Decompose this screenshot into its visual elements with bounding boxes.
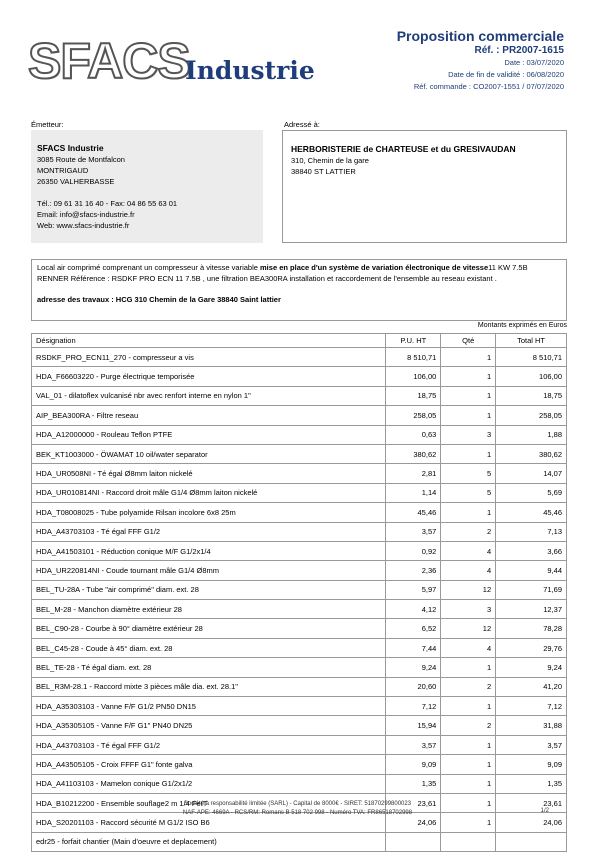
cell-designation: BEL_TE-28 - Té égal diam. ext. 28 — [32, 658, 386, 677]
cell-total: 24,06 — [496, 813, 567, 832]
table-row — [32, 483, 567, 502]
table-row — [32, 658, 567, 677]
cell-unit-price: 258,05 — [386, 406, 441, 425]
emitter-address-2: MONTRIGAUD — [37, 166, 89, 175]
cell-qty: 3 — [441, 425, 496, 444]
cell-unit-price: 2,36 — [386, 561, 441, 580]
cell-designation: BEL_M-28 - Manchon diamètre extérieur 28 — [32, 600, 386, 619]
cell-total: 41,20 — [496, 677, 567, 696]
cell-qty: 2 — [441, 677, 496, 696]
cell-designation: HDA_F66603220 - Purge électrique temporisée — [32, 367, 386, 386]
table-row — [32, 580, 567, 599]
footer-line-2: NAF-APE: 4669A - RCS/RM: Romans B 518 702 998 - Numéro TVA: FR86518702998 — [182, 809, 413, 816]
cell-unit-price: 3,57 — [386, 522, 441, 541]
cell-total: 14,07 — [496, 464, 567, 483]
cell-designation: HDA_A41103103 - Mamelon conique G1/2x1/2 — [32, 774, 386, 793]
col-designation: Désignation — [32, 334, 386, 348]
emitter-web: Web: www.sfacs-industrie.fr — [37, 221, 130, 230]
cell-designation: BEL_R3M-28.1 - Raccord mixte 3 pièces mâle dia. ext. 28.1" — [32, 677, 386, 696]
logo-suffix: Industrie — [185, 56, 315, 85]
proposal-description — [31, 259, 567, 321]
cell-designation: HDA_A41503101 - Réduction conique M/F G1/2x1/4 — [32, 541, 386, 560]
cell-unit-price: 20,60 — [386, 677, 441, 696]
cell-designation: BEL_TU-28A - Tube "air comprimé" diam. ext. 28 — [32, 580, 386, 599]
cell-qty: 4 — [441, 541, 496, 560]
cell-designation: HDA_T08008025 - Tube polyamide Rilsan incolore 6x8 25m — [32, 503, 386, 522]
cell-unit-price: 15,94 — [386, 716, 441, 735]
cell-unit-price: 106,00 — [386, 367, 441, 386]
cell-qty: 1 — [441, 735, 496, 754]
table-row — [32, 774, 567, 793]
cell-designation: HDA_A43505105 - Croix FFFF G1" fonte galva — [32, 755, 386, 774]
cell-unit-price: 23,61 — [386, 793, 441, 812]
document-header — [397, 28, 564, 93]
cell-total: 78,28 — [496, 619, 567, 638]
cell-total: 71,69 — [496, 580, 567, 599]
cell-total: 3,66 — [496, 541, 567, 560]
items-table — [31, 333, 567, 852]
document-ref: Réf. : PR2007-1615 — [474, 45, 564, 56]
cell-unit-price: 1,35 — [386, 774, 441, 793]
table-row — [32, 755, 567, 774]
cell-total: 45,46 — [496, 503, 567, 522]
emitter-address-1: 3085 Route de Montfalcon — [37, 155, 125, 164]
cell-designation: HDA_UR010814NI - Raccord droit mâle G1/4 Ø8mm laiton nickelé — [32, 483, 386, 502]
cell-designation: HDA_UR220814NI - Coude tournant mâle G1/4 Ø8mm — [32, 561, 386, 580]
emitter-name: SFACS Industrie — [37, 143, 104, 153]
cell-designation: HDA_A35303103 - Vanne F/F G1/2 PN50 DN15 — [32, 697, 386, 716]
cell-designation: edr25 - forfait chantier (Main d'oeuvre et deplacement) — [32, 832, 386, 851]
logo-brand: SFACS — [28, 33, 190, 89]
table-row — [32, 697, 567, 716]
cell-total: 1,88 — [496, 425, 567, 444]
cell-unit-price: 380,62 — [386, 444, 441, 463]
cell-total: 18,75 — [496, 386, 567, 405]
table-row — [32, 600, 567, 619]
site-address: adresse des travaux : HCG 310 Chemin de la Gare 38840 Saint lattier — [37, 295, 281, 304]
table-row — [32, 638, 567, 657]
cell-total: 7,13 — [496, 522, 567, 541]
table-header-row — [32, 334, 567, 348]
table-row — [32, 406, 567, 425]
currency-note: Montants exprimés en Euros — [477, 322, 567, 329]
table-row — [32, 619, 567, 638]
cell-designation: RSDKF_PRO_ECN11_270 - compresseur a vis — [32, 348, 386, 367]
table-row — [32, 425, 567, 444]
cell-unit-price: 7,44 — [386, 638, 441, 657]
cell-unit-price: 4,12 — [386, 600, 441, 619]
recipient-label: Adressé à: — [284, 120, 320, 129]
col-qty: Qté — [441, 334, 496, 348]
cell-total: 9,24 — [496, 658, 567, 677]
company-logo — [28, 35, 318, 87]
cell-designation: HDA_S20201103 - Raccord sécurité M G1/2 ISO B6 — [32, 813, 386, 832]
cell-qty: 12 — [441, 619, 496, 638]
cell-unit-price: 1,14 — [386, 483, 441, 502]
cell-qty: 1 — [441, 793, 496, 812]
cell-qty: 1 — [441, 658, 496, 677]
cell-qty: 5 — [441, 464, 496, 483]
emitter-phone: Tél.: 09 61 31 16 40 - Fax: 04 86 55 63 01 — [37, 199, 178, 208]
cell-total: 380,62 — [496, 444, 567, 463]
footer-line-1: Société à responsabilité limitée (SARL) - Capital de 8000€ - SIRET: 51870299800023 — [183, 801, 412, 807]
legal-footer — [0, 800, 595, 817]
recipient-name: HERBORISTERIE de CHARTEUSE et du GRESIVAUDAN — [291, 144, 516, 154]
cell-qty: 1 — [441, 386, 496, 405]
recipient-box — [282, 130, 567, 243]
cell-qty: 1 — [441, 348, 496, 367]
cell-designation: BEL_C90-28 - Courbe à 90° diamètre extérieur 28 — [32, 619, 386, 638]
cell-unit-price: 45,46 — [386, 503, 441, 522]
cell-unit-price: 3,57 — [386, 735, 441, 754]
table-row — [32, 677, 567, 696]
cell-designation: HDA_A43703103 - Té égal FFF G1/2 — [32, 522, 386, 541]
recipient-address-1: 310, Chemin de la gare — [291, 156, 369, 165]
col-total: Total HT — [496, 334, 567, 348]
cell-total: 7,12 — [496, 697, 567, 716]
cell-unit-price: 8 510,71 — [386, 348, 441, 367]
cell-unit-price: 5,97 — [386, 580, 441, 599]
emitter-email: Email: info@sfacs-industrie.fr — [37, 210, 135, 219]
cell-total: 9,44 — [496, 561, 567, 580]
table-row — [32, 386, 567, 405]
validity-date: Date de fin de validité : 06/08/2020 — [448, 70, 564, 79]
cell-qty: 1 — [441, 444, 496, 463]
cell-qty: 1 — [441, 813, 496, 832]
cell-qty: 5 — [441, 483, 496, 502]
cell-qty: 1 — [441, 697, 496, 716]
table-row — [32, 561, 567, 580]
document-date: Date : 03/07/2020 — [504, 58, 564, 67]
cell-total: 23,61 — [496, 793, 567, 812]
cell-unit-price: 9,09 — [386, 755, 441, 774]
emitter-label: Émetteur: — [31, 120, 64, 129]
table-row — [32, 735, 567, 754]
order-ref: Réf. commande : CO2007-1551 / 07/07/2020 — [413, 82, 564, 91]
cell-qty: 1 — [441, 406, 496, 425]
cell-qty: 1 — [441, 367, 496, 386]
cell-unit-price: 9,24 — [386, 658, 441, 677]
table-row — [32, 348, 567, 367]
cell-designation: HDA_UR0508NI - Té égal Ø8mm laiton nickelé — [32, 464, 386, 483]
cell-designation: HDA_A12000000 - Rouleau Teflon PTFE — [32, 425, 386, 444]
cell-qty: 2 — [441, 716, 496, 735]
description-text: Local air comprimé comprenant un compresseur à vitesse variable mise en place d'un système de variation électronique de vitesse11 KW 7.5B RENNER Référence : RSDKF PRO ECN 11 7.5B , une filtration BEA300RA installation et raccordement de l'ensemble au reseau existant . — [37, 263, 528, 283]
cell-qty: 4 — [441, 561, 496, 580]
cell-designation: AIP_BEA300RA - Filtre reseau — [32, 406, 386, 425]
cell-designation: HDA_A43703103 - Té égal FFF G1/2 — [32, 735, 386, 754]
table-row — [32, 367, 567, 386]
emitter-box — [31, 130, 263, 243]
cell-unit-price: 0,63 — [386, 425, 441, 444]
cell-qty: 12 — [441, 580, 496, 599]
recipient-address-2: 38840 ST LATTIER — [291, 167, 356, 176]
cell-qty: 2 — [441, 522, 496, 541]
cell-unit-price: 24,06 — [386, 813, 441, 832]
cell-designation: HDA_B10212200 - Ensemble souflage2 m 1/4 FetT — [32, 793, 386, 812]
cell-total: 5,69 — [496, 483, 567, 502]
cell-total: 12,37 — [496, 600, 567, 619]
cell-total: 106,00 — [496, 367, 567, 386]
document-title: Proposition commerciale — [396, 28, 564, 44]
cell-qty: 1 — [441, 503, 496, 522]
cell-qty: 3 — [441, 600, 496, 619]
col-unit-price: P.U. HT — [386, 334, 441, 348]
emitter-address-3: 26350 VALHERBASSE — [37, 177, 115, 186]
cell-designation: BEK_KT1003000 - ÖWAMAT 10 oil/water separator — [32, 444, 386, 463]
table-row — [32, 541, 567, 560]
cell-designation: VAL_01 - dilatoflex vulcanisé nbr avec renfort interne en nylon 1" — [32, 386, 386, 405]
cell-unit-price: 7,12 — [386, 697, 441, 716]
cell-total: 1,35 — [496, 774, 567, 793]
cell-total: 9,09 — [496, 755, 567, 774]
cell-total: 8 510,71 — [496, 348, 567, 367]
cell-designation: BEL_C45-28 - Coude à 45° diam. ext. 28 — [32, 638, 386, 657]
cell-total: 31,88 — [496, 716, 567, 735]
cell-total: 258,05 — [496, 406, 567, 425]
table-row — [32, 716, 567, 735]
cell-qty: 1 — [441, 755, 496, 774]
cell-total: 29,76 — [496, 638, 567, 657]
cell-unit-price: 0,92 — [386, 541, 441, 560]
cell-total: 3,57 — [496, 735, 567, 754]
cell-qty: 1 — [441, 774, 496, 793]
table-row — [32, 444, 567, 463]
cell-unit-price: 6,52 — [386, 619, 441, 638]
cell-designation: HDA_A35305105 - Vanne F/F G1" PN40 DN25 — [32, 716, 386, 735]
table-row — [32, 464, 567, 483]
cell-unit-price: 2,81 — [386, 464, 441, 483]
page-number: 1/2 — [540, 808, 549, 814]
table-row — [32, 503, 567, 522]
cell-unit-price: 18,75 — [386, 386, 441, 405]
cell-qty: 4 — [441, 638, 496, 657]
table-row — [32, 522, 567, 541]
